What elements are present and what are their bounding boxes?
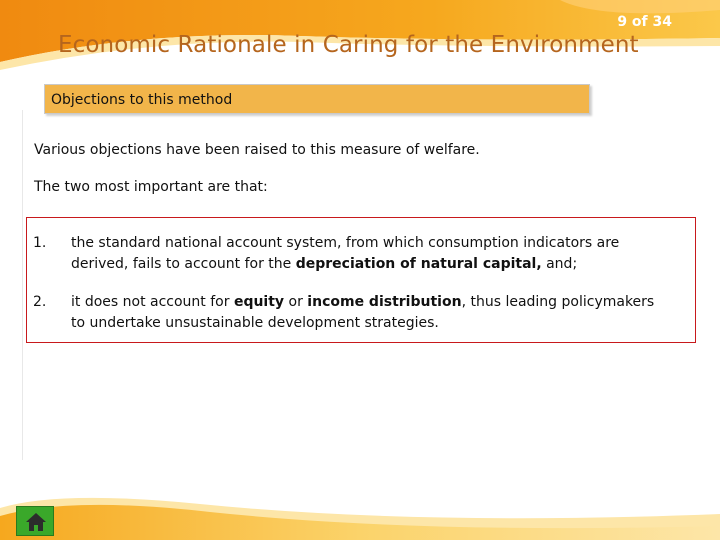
- list-item-text: [71, 233, 671, 275]
- subheading-text: Objections to this method: [51, 92, 233, 108]
- page-indicator: 9 of 34: [617, 14, 672, 30]
- home-icon: [24, 511, 48, 533]
- subheading-box: [44, 84, 590, 114]
- objections-list: [26, 217, 696, 343]
- list-item-text-part: , thus leading policymakers to undertake unsustainable development strategies.: [71, 294, 655, 331]
- list-item-text: [71, 292, 671, 334]
- left-divider: [22, 110, 23, 460]
- list-item-text-part: and;: [541, 256, 578, 272]
- list-item-number: 1.: [33, 235, 47, 251]
- list-item-text-part: or: [284, 294, 308, 310]
- footer-banner: [0, 486, 720, 540]
- list-item-bold-term: depreciation of natural capital,: [295, 256, 542, 272]
- list-item-number: 2.: [33, 294, 47, 310]
- list-item-text-part: the standard national account system, from which consumption indicators are derived, fails to account for the: [71, 235, 620, 272]
- list-item-text-part: it does not account for: [71, 294, 234, 310]
- slide-title: Economic Rationale in Caring for the Environment: [58, 32, 639, 58]
- list-item-bold-term: income distribution: [307, 294, 462, 310]
- home-button[interactable]: [16, 506, 54, 536]
- paragraph-1: Various objections have been raised to this measure of welfare.: [34, 142, 480, 158]
- list-item-bold-term: equity: [233, 294, 285, 310]
- paragraph-2: The two most important are that:: [34, 179, 268, 195]
